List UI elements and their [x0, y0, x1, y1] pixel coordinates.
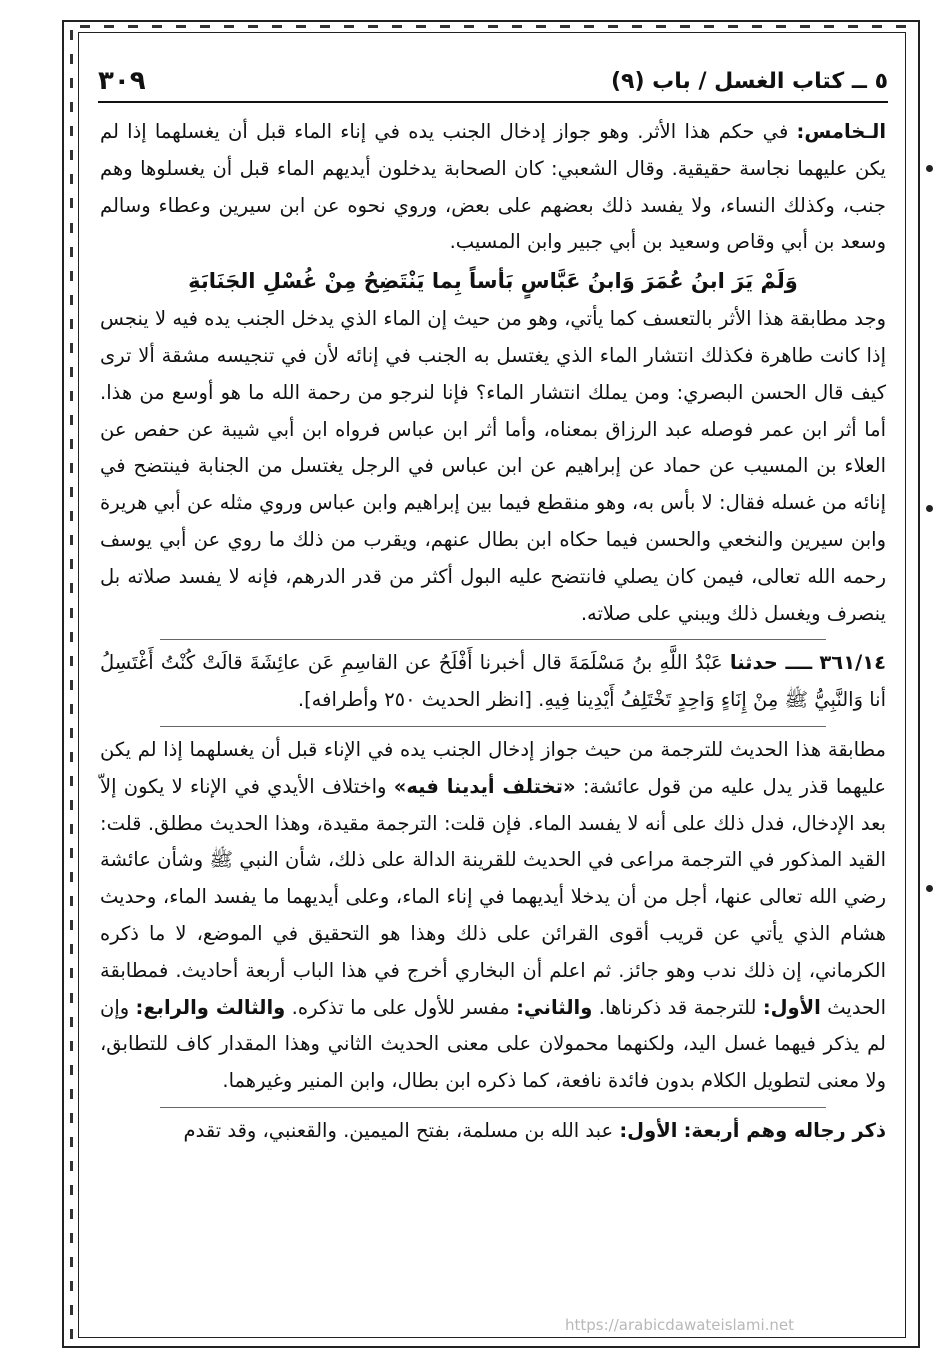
page-number: ٣٠٩: [98, 66, 146, 96]
chapter-title: ٥ ــ كتاب الغسل / باب (٩): [610, 68, 888, 94]
frame-ornament-vertical: [66, 30, 76, 1340]
ordinal-label: الأول:: [619, 1118, 678, 1142]
paragraph-text: في حكم هذا الأثر. وهو جواز إدخال الجنب يده في إناء الماء قبل أن يغسلهما إذا لم يكن عليهما نجاسة حقيقية. وقال الشعبي: كان الصحابة يدخلون أيديهم الماء قبل أن يغسلوها وهم جنب، وكذلك النساء، ولا يفسد ذلك بعضهم على بعض، وروي نحوه عن ابن سيرين وعطاء وسالم وسعد بن أبي وقاص وسعيد بن أبي جبير وابن المسيب.: [100, 120, 886, 254]
hadith-number: ٣٦١/١٤: [819, 651, 887, 675]
paragraph-narrators: [100, 1113, 886, 1150]
margin-dot-mark: [926, 885, 933, 892]
paragraph-text: مطابقة هذا الحديث للترجمة من حيث جواز إدخال الجنب يده في الإناء قبل أن يغسلهما إذا لم يكن عليهما قذر يدل عليه من قول عائشة:: [100, 737, 886, 798]
paragraph-mutabaqa: [100, 732, 886, 1100]
ordinal-label: والثالث والرابع:: [135, 995, 286, 1019]
paragraph-commentary: وجد مطابقة هذا الأثر بالتعسف كما يأتي، وهو من حيث إن الماء الذي يدخل الجنب يده فيه لا ينجس إذا كانت طاهرة فكذلك انتشار الماء الذي يغتسل به الجنب في إنائه لأن في تنجيسه مشقة ألا ترى كيف قال الحسن البصري: ومن يملك انتشار الماء؟ فإنا لنرجو من رحمة الله ما هو أوسع من هذا. أما أثر ابن عمر فوصله عبد الرزاق بمعناه، وأما أثر ابن عباس فرواه ابن أبي شيبة عن حفص عن العلاء بن المسيب عن حماد عن إبراهيم عن ابن عباس في الرجل يغتسل من الجنابة فينتضح في إنائه من غسله فقال: لا بأس به، وهو منقطع فيما بين إبراهيم وابن عباس وروي مثله عن أبي هريرة وابن سيرين والنخعي والحسن فيما حكاه ابن بطال عنهم، ويقرب من ذلك ما روي عن أبي يوسف رحمه الله تعالى، فيمن كان يصلي فانتضح عليه البول أكثر من قدر الدرهم، فإنه لا يفسد صلاته بل ينصرف ويغسل ذلك ويبني على صلاته.: [100, 307, 886, 625]
paragraph-text: واختلاف الأيدي في الإناء لا يكون إلاّ بعد الإدخال، فدل ذلك على أنه لا يفسد الماء. فإن قلت: الترجمة مقيدة، وهذا الحديث مطلق. قلت: القيد المذكور في الترجمة مراعى في الحديث للقرينة الدالة على ذلك، شأن النبي ﷺ وشأن عائشة رضي الله تعالى عنها، أجل من أن يدخلا أيديهما في إناء الماء، وعلى أيديهما ما يفسد الماء، وحديث هشام الذي يأتي عن قريب أقوى القرائن على ذلك وهذا هو التحقيق في الموضع، لا ما ذكره الكرماني، إن ذلك ندب وهو جائز. ثم اعلم أن البخاري أخرج في هذا الباب أربعة أحاديث. فمطابقة الحديث: [100, 774, 887, 1019]
paragraph-text: عبد الله بن مسلمة، بفتح الميمين. والقعنبي، وقد تقدم: [183, 1118, 614, 1142]
paragraph-text: للترجمة قد ذكرناها.: [598, 995, 757, 1019]
frame-ornament-horizontal: [80, 22, 906, 30]
margin-dot-mark: [926, 165, 933, 172]
hadith-haddathana: ــــ حدثنا: [729, 651, 813, 675]
section-divider: [160, 639, 826, 640]
paragraph-text: مفسر للأول على ما تذكره.: [291, 995, 510, 1019]
page-body: [100, 114, 886, 1150]
section-divider: [160, 1107, 826, 1108]
paragraph-fifth: [100, 114, 886, 261]
source-watermark: https://arabicdawateislami.net: [565, 1316, 795, 1334]
header-rule: [98, 101, 888, 103]
section-heading: ذكر رجاله وهم أربعة:: [683, 1118, 886, 1142]
hadith-text: عَبْدُ اللَّهِ بنُ مَسْلَمَةَ قال أخبرنا أَفْلَحُ عن القاسِمِ عَن عائِشَةَ قالَتْ كُنْتُ أَغْتَسِلُ أنا وَالنَّبِيُّ ﷺ مِنْ إِنَاءٍ وَاحِدٍ تَخْتَلِفُ أَيْدِينا فِيهِ. [انظر الحديث ٢٥٠ وأطرافه].: [100, 651, 886, 712]
paragraph-lead: الـخامس:: [796, 120, 886, 143]
ordinal-label: والثاني:: [516, 995, 593, 1019]
margin-dot-mark: [926, 505, 933, 512]
section-divider: [160, 726, 826, 727]
ordinal-label: الأول:: [762, 995, 821, 1019]
hadith-block: [100, 645, 886, 719]
athar-quote: وَلَمْ يَرَ ابنُ عُمَرَ وَابنُ عَبَّاسٍ بَأساً بِما يَنْتَضِحُ مِنْ غُسْلِ الجَنَابَةِ: [188, 269, 798, 294]
running-header: [98, 64, 888, 98]
paragraph-text: وإن لم يذكر فيهما غسل اليد، ولكنهما محمولان على معنى الحديث الثاني وهذا المقدار كاف للتطابق، ولا معنى لتطويل الكلام بدون فائدة نافعة، كما ذكره ابن بطال، وابن المنير وغيرهما.: [100, 995, 886, 1093]
inline-quote: «تختلف أيدينا فيه»: [393, 774, 576, 798]
